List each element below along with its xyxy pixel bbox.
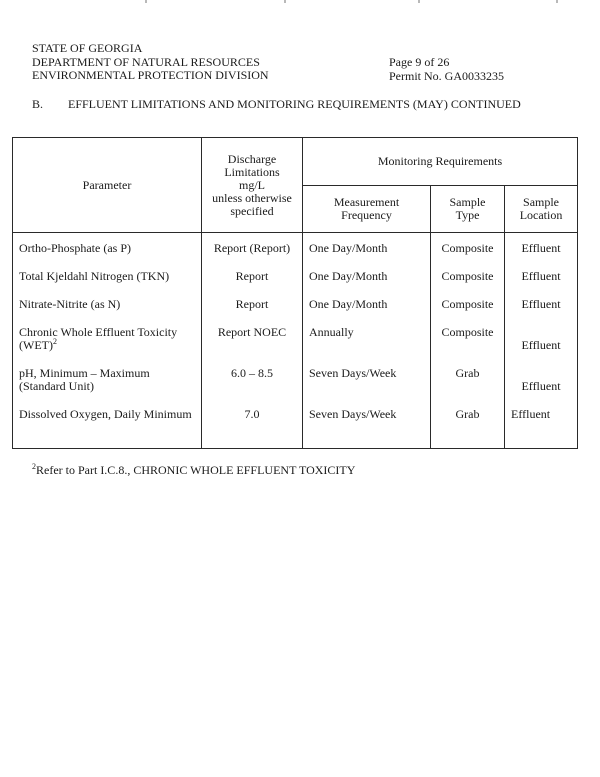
cell-type: Composite [441,325,494,339]
sample-location-column [505,233,578,449]
table-row: Nitrate-Nitrite (as N) [19,297,121,311]
section-title: EFFLUENT LIMITATIONS AND MONITORING REQUIREMENTS (MAY) CONTINUED [68,97,521,111]
table-row: pH, Minimum – Maximum (Standard Unit) [19,366,150,393]
footnote-text: Refer to Part I.C.8., CHRONIC WHOLE EFFLUENT TOXICITY [36,463,356,477]
table-row: Dissolved Oxygen, Daily Minimum [19,407,192,421]
header-state: STATE OF GEORGIA [32,41,143,55]
cell-frequency: Annually [309,325,354,339]
header-monitoring-requirements: Monitoring Requirements [303,138,578,186]
header-measurement-frequency: Measurement Frequency [303,186,431,233]
cell-frequency: Seven Days/Week [309,366,397,380]
cell-discharge: Report [235,269,269,283]
cell-location: Effluent [521,338,561,352]
cell-type: Composite [441,269,494,283]
cell-location: Effluent [511,407,551,421]
cell-location: Effluent [521,269,561,283]
cell-discharge: Report NOEC [217,325,287,339]
header-department: DEPARTMENT OF NATURAL RESOURCES [32,54,260,69]
effluent-limitations-table [12,137,578,449]
discharge-column [202,233,303,449]
footnote-marker: 2 [32,462,36,471]
header-sample-type: Sample Type [431,186,505,233]
cell-location: Effluent [521,297,561,311]
parameter-column [13,233,202,449]
table-row: Total Kjeldahl Nitrogen (TKN) [19,269,170,283]
sample-type-column [431,233,505,449]
cell-type: Composite [441,297,494,311]
cell-location: Effluent [521,379,561,393]
cell-discharge: Report [235,297,269,311]
footnote [32,463,355,477]
cell-location: Effluent [521,241,561,255]
footnote-ref: 2 [52,337,57,346]
header-sample-location: Sample Location [505,186,578,233]
cell-frequency: One Day/Month [309,269,388,283]
page-info [389,56,504,83]
permit-number: Permit No. GA0033235 [389,68,504,83]
table-row: Chronic Whole Effluent Toxicity (WET)$^2$ [19,325,178,352]
cell-discharge: 6.0 – 8.5 [231,366,273,380]
table-row: Ortho-Phosphate (as P) [19,241,131,255]
cell-discharge: Report (Report) [213,241,291,255]
cell-type: Grab [455,407,480,421]
cell-frequency: One Day/Month [309,297,388,311]
frequency-column [303,233,431,449]
header-division: ENVIRONMENTAL PROTECTION DIVISION [32,68,269,82]
scan-edge-marks [0,0,600,6]
cell-frequency: Seven Days/Week [309,407,397,421]
header-parameter: Parameter [13,138,202,233]
cell-type: Grab [455,366,480,380]
section-heading [32,98,521,111]
header-discharge-limitations: Discharge Limitations mg/L unless otherwise specified [202,138,303,233]
page-number: Page 9 of 26 [389,55,450,69]
cell-frequency: One Day/Month [309,241,388,255]
cell-discharge: 7.0 [244,407,260,421]
cell-type: Composite [441,241,494,255]
section-letter: B. [32,97,44,111]
agency-header [32,42,269,83]
